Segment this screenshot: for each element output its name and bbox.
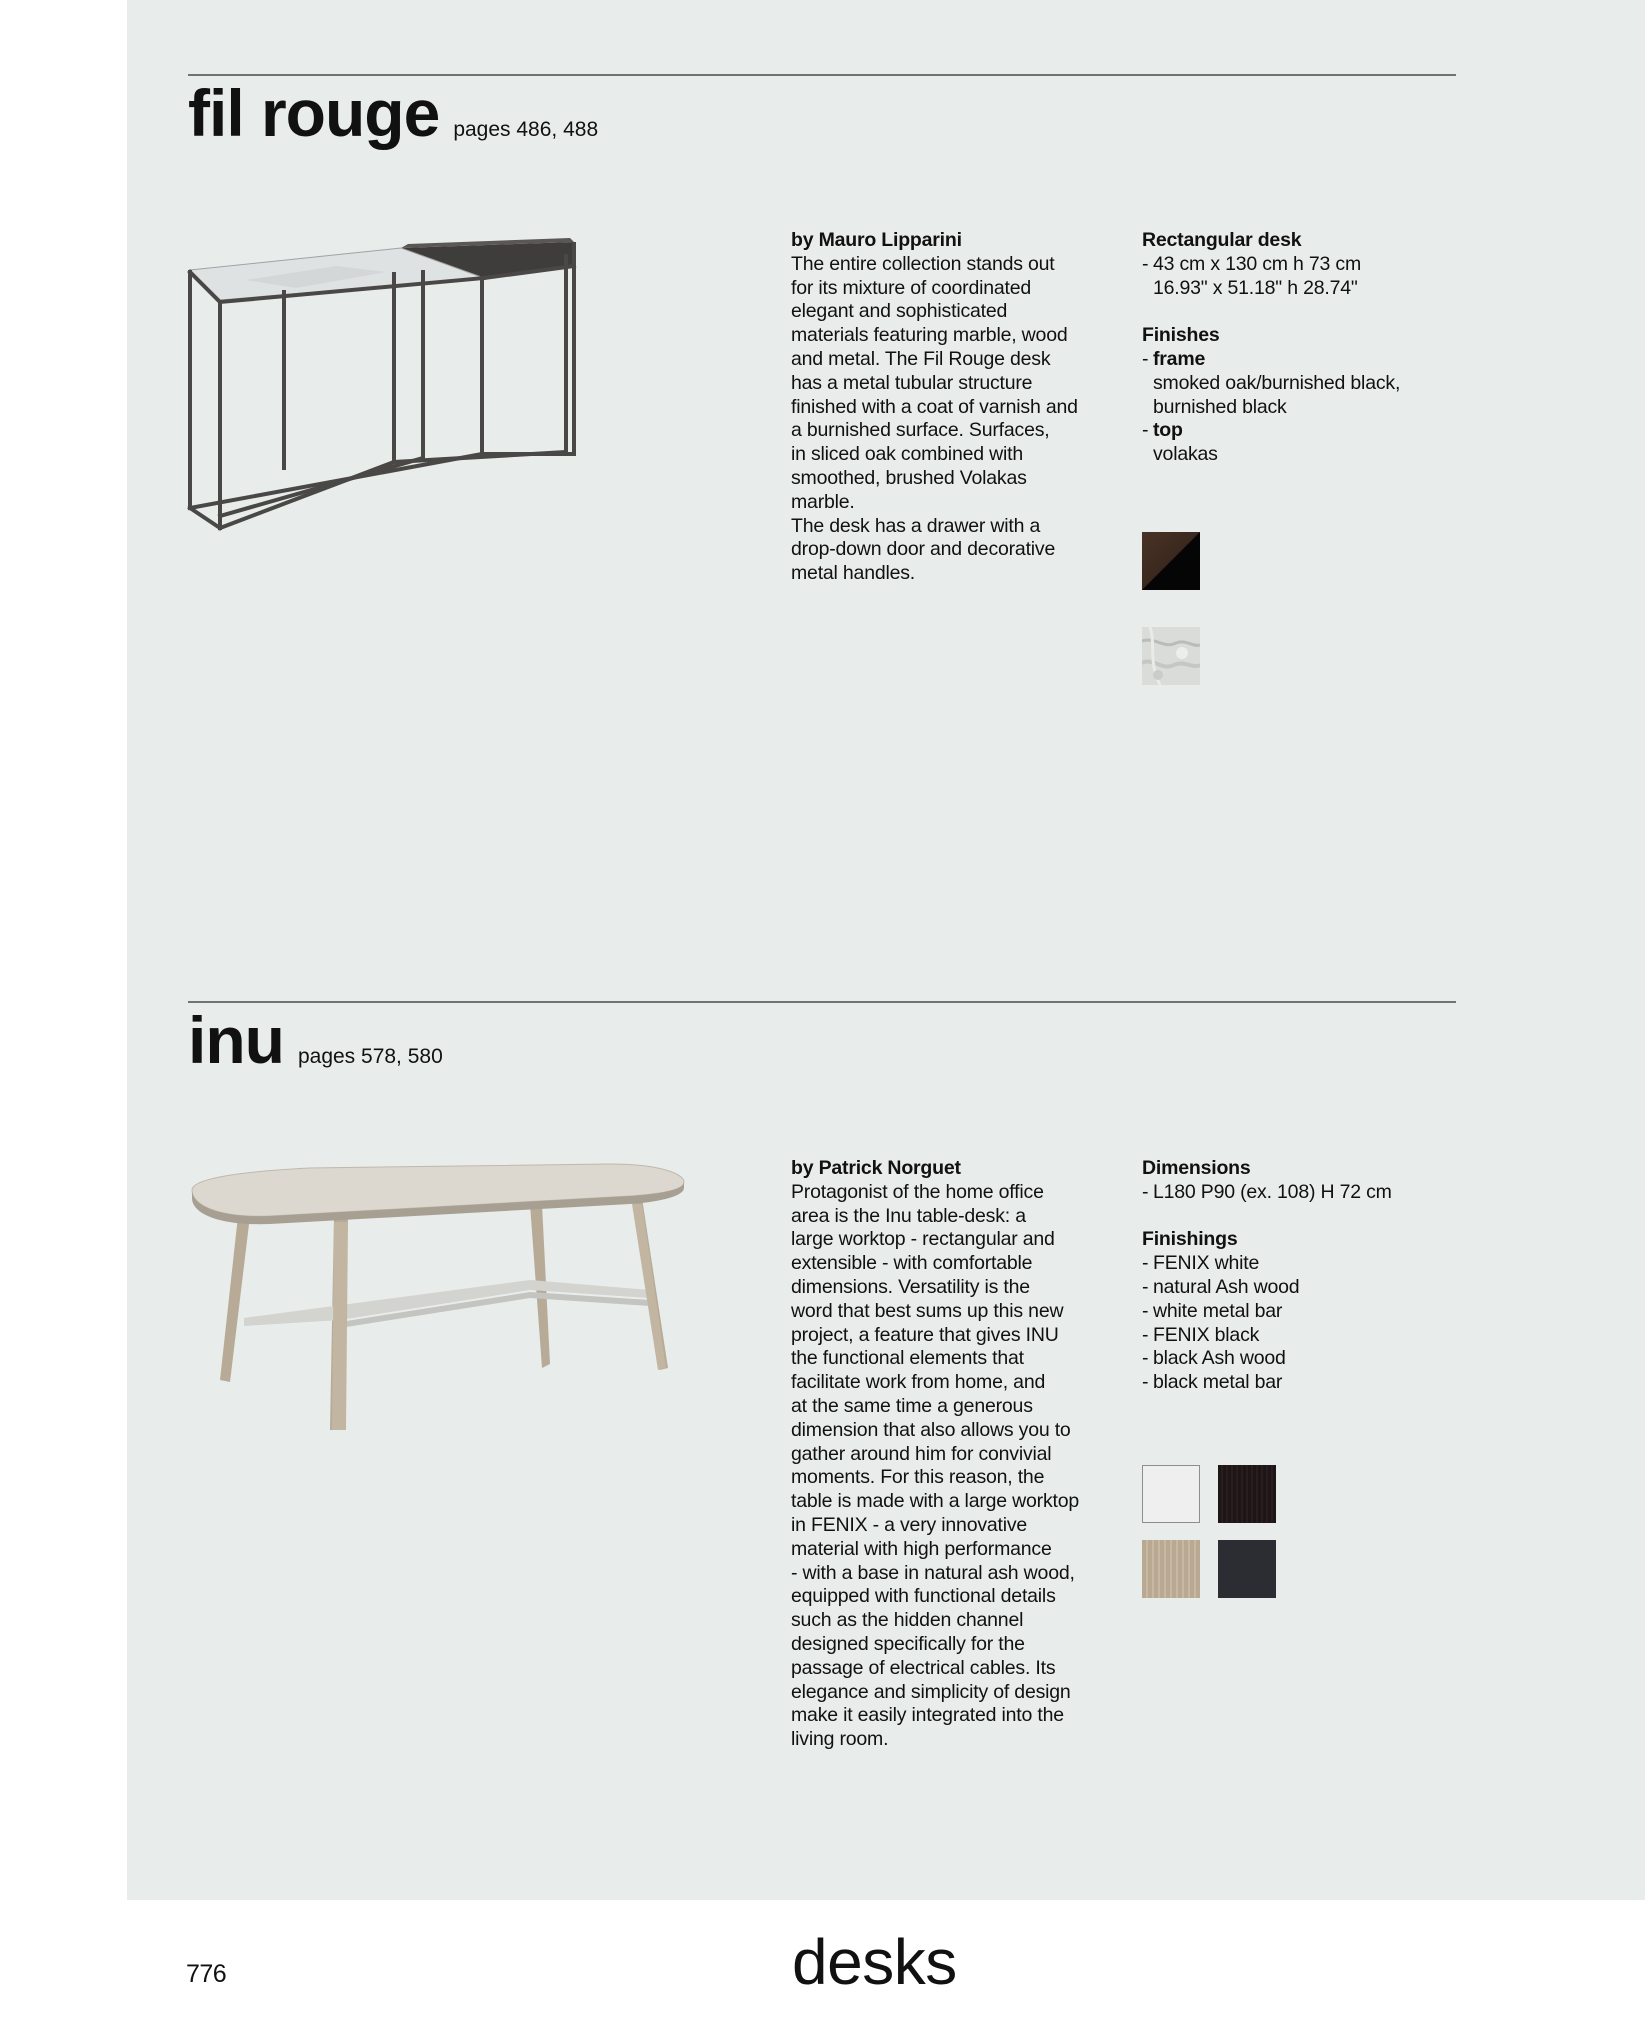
product-name: fil rouge bbox=[188, 76, 440, 150]
description-line: the functional elements that bbox=[791, 1347, 1024, 1370]
description-line: area is the Inu table-desk: a bbox=[791, 1204, 1026, 1227]
fil-rouge-desk-image bbox=[186, 236, 581, 536]
finish-top-label: - top bbox=[1142, 419, 1183, 442]
description-line: in sliced oak combined with bbox=[791, 443, 1023, 466]
page-number: 776 bbox=[186, 1960, 227, 1988]
description-line: gather around him for convivial bbox=[791, 1442, 1052, 1465]
spec-title: Rectangular desk bbox=[1142, 229, 1302, 251]
description-line: has a metal tubular structure bbox=[791, 371, 1033, 394]
description-line: dimensions. Versatility is the bbox=[791, 1275, 1030, 1298]
finishes-title: Finishes bbox=[1142, 324, 1220, 347]
product-pages: pages 486, 488 bbox=[453, 118, 599, 141]
swatch-black-ash-wood bbox=[1218, 1465, 1276, 1523]
finish-frame-label: - frame bbox=[1142, 347, 1206, 370]
description-line: The entire collection stands out bbox=[791, 252, 1055, 275]
description-line: passage of electrical cables. Its bbox=[791, 1656, 1056, 1679]
swatch-fenix-black bbox=[1218, 1540, 1276, 1598]
description-line: dimension that also allows you to bbox=[791, 1418, 1071, 1441]
finish-frame-value: smoked oak/burnished black, bbox=[1153, 371, 1401, 394]
description-line: smoothed, brushed Volakas bbox=[791, 466, 1027, 489]
swatch-natural-ash-wood bbox=[1142, 1540, 1200, 1598]
spec-dimensions: - L180 P90 (ex. 108) H 72 cm bbox=[1142, 1180, 1392, 1203]
description-line: word that best sums up this new bbox=[791, 1299, 1064, 1322]
description-line: project, a feature that gives INU bbox=[791, 1323, 1059, 1346]
description-line: and metal. The Fil Rouge desk bbox=[791, 347, 1051, 370]
description-line: make it easily integrated into the bbox=[791, 1704, 1064, 1727]
finishing-item: - FENIX white bbox=[1142, 1252, 1260, 1275]
description-line: living room. bbox=[791, 1728, 889, 1751]
description-line: for its mixture of coordinated bbox=[791, 276, 1032, 299]
finishing-item: - black metal bar bbox=[1142, 1371, 1283, 1394]
description-line: a burnished surface. Surfaces, bbox=[791, 419, 1050, 442]
category-title: desks bbox=[792, 1926, 957, 1998]
description-line: elegance and simplicity of design bbox=[791, 1680, 1071, 1703]
description-line: such as the hidden channel bbox=[791, 1609, 1024, 1632]
dimensions-title: Dimensions bbox=[1142, 1157, 1251, 1179]
description-line: facilitate work from home, and bbox=[791, 1371, 1046, 1394]
spec-dimensions-cm: - 43 cm x 130 cm h 73 cm bbox=[1142, 252, 1362, 275]
swatch-smoked-oak-burnished-black bbox=[1142, 532, 1200, 590]
description-line: in FENIX - a very innovative bbox=[791, 1513, 1028, 1536]
finishing-item: - natural Ash wood bbox=[1142, 1275, 1300, 1298]
description-line: - with a base in natural ash wood, bbox=[791, 1561, 1075, 1584]
description-line: elegant and sophisticated bbox=[791, 300, 1008, 323]
product-title-fil-rouge bbox=[188, 76, 599, 150]
designer: by Mauro Lipparini bbox=[791, 229, 962, 251]
designer: by Patrick Norguet bbox=[791, 1157, 961, 1179]
description-line: equipped with functional details bbox=[791, 1585, 1056, 1608]
description-line: at the same time a generous bbox=[791, 1394, 1033, 1417]
spec-dimensions-in: 16.93" x 51.18" h 28.74" bbox=[1153, 276, 1358, 299]
description-line: moments. For this reason, the bbox=[791, 1466, 1045, 1489]
description-line: finished with a coat of varnish and bbox=[791, 395, 1078, 418]
product-spec-inu bbox=[1142, 1157, 1472, 1395]
product-description-fil-rouge bbox=[791, 229, 1116, 586]
product-pages: pages 578, 580 bbox=[297, 1045, 443, 1068]
description-line: material with high performance bbox=[791, 1537, 1052, 1560]
metal-bar bbox=[244, 1280, 650, 1326]
product-description-inu bbox=[791, 1157, 1116, 1752]
product-title-inu bbox=[188, 1003, 443, 1077]
description-line: designed specifically for the bbox=[791, 1632, 1025, 1655]
description-line: extensible - with comfortable bbox=[791, 1252, 1033, 1275]
inu-table-image bbox=[190, 1160, 685, 1435]
description-line: Protagonist of the home office bbox=[791, 1180, 1044, 1203]
description-line: table is made with a large worktop bbox=[791, 1490, 1080, 1513]
description-line: The desk has a drawer with a bbox=[791, 514, 1041, 537]
description-line: drop-down door and decorative bbox=[791, 538, 1056, 561]
finishing-item: - white metal bar bbox=[1142, 1299, 1283, 1322]
description-line: marble. bbox=[791, 490, 855, 513]
finishing-item: - black Ash wood bbox=[1142, 1347, 1286, 1370]
finishings-title: Finishings bbox=[1142, 1228, 1238, 1251]
description-line: materials featuring marble, wood bbox=[791, 324, 1068, 347]
product-spec-fil-rouge bbox=[1142, 229, 1472, 467]
section-divider-inu bbox=[188, 1001, 1456, 1003]
swatch-fenix-white bbox=[1142, 1465, 1200, 1523]
finishing-item: - FENIX black bbox=[1142, 1323, 1260, 1346]
swatch-volakas-marble bbox=[1142, 627, 1200, 685]
description-line: metal handles. bbox=[791, 562, 916, 585]
product-name: inu bbox=[188, 1003, 284, 1077]
description-line: large worktop - rectangular and bbox=[791, 1228, 1055, 1251]
finish-top-value: volakas bbox=[1153, 443, 1218, 466]
finish-frame-value: burnished black bbox=[1153, 395, 1287, 418]
